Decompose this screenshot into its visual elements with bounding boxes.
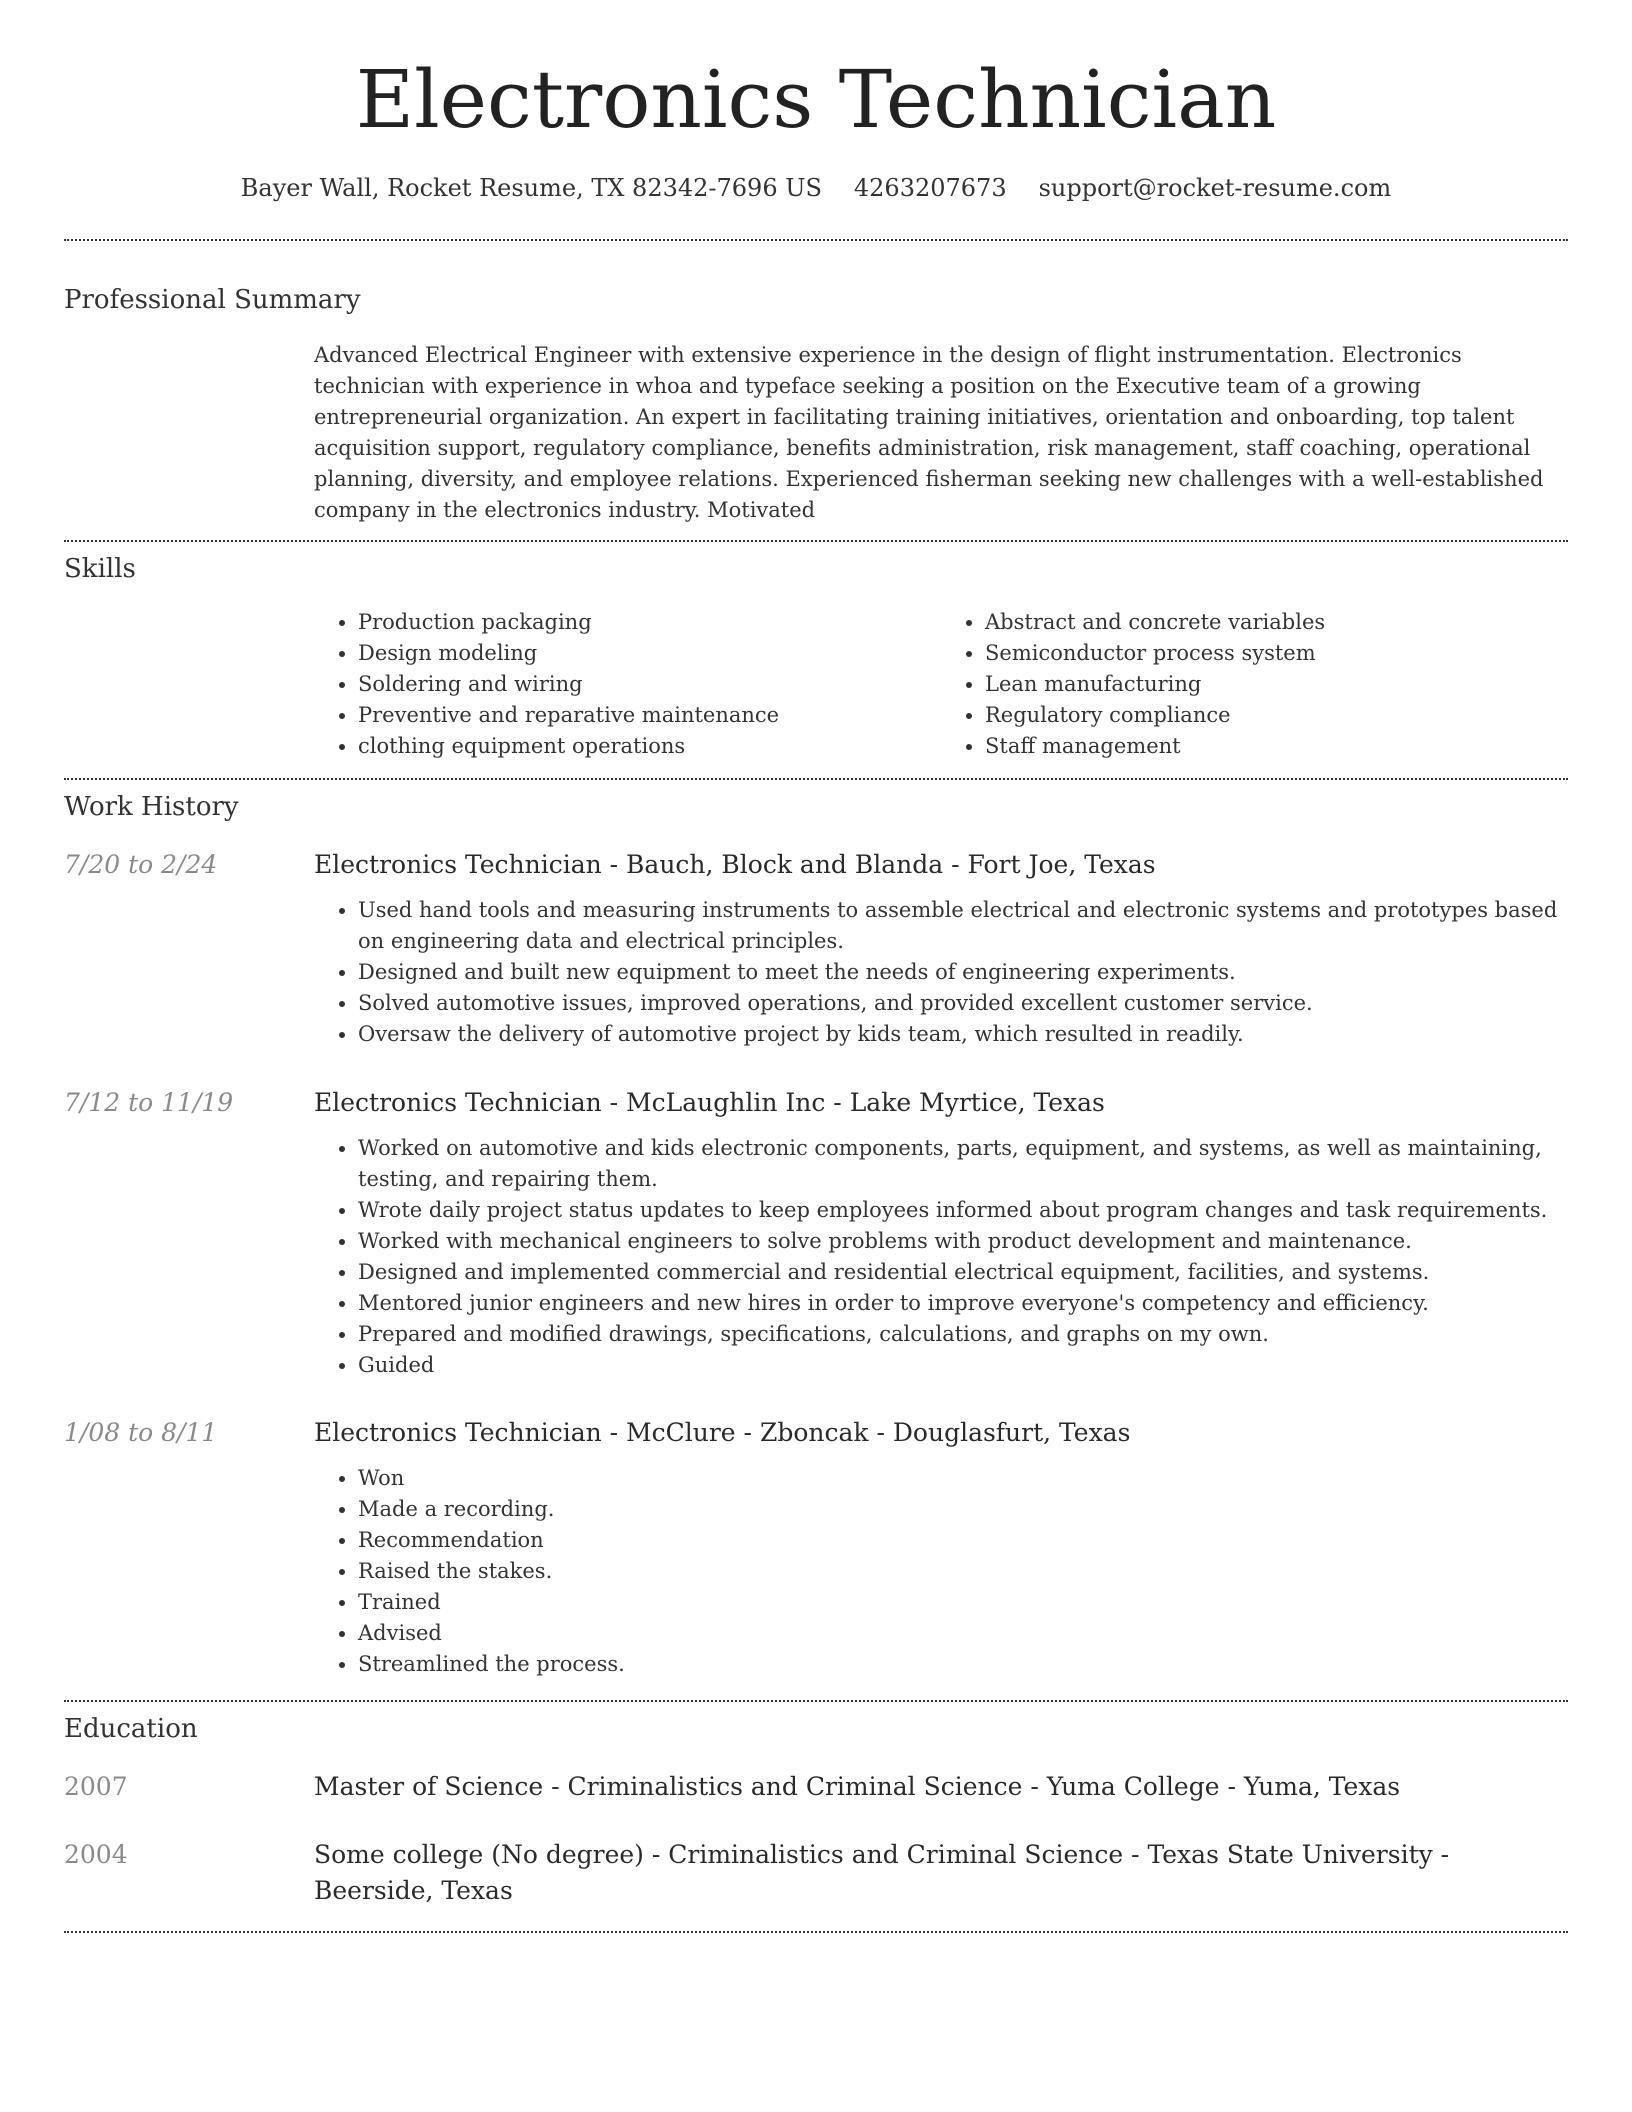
job-bullet: • Won — [358, 1463, 1568, 1494]
section-divider — [64, 1700, 1568, 1702]
job-bullet: • Used hand tools and measuring instruments to assemble electrical and electronic systems and prototypes based on engineering data and electrical principles. — [358, 895, 1568, 957]
job-bullet: • Trained — [358, 1587, 1568, 1618]
job-bullet: • Worked with mechanical engineers to solve problems with product development and maintenance. — [358, 1226, 1568, 1257]
summary-text: Advanced Electrical Engineer with extensive experience in the design of flight instrumentation. Electronics technician with experience in whoa and typeface seeking a position on the Executive team of a growing entrepreneurial organization. An expert in facilitating training initiatives, orientation and onboarding, top talent acquisition support, regulatory compliance, benefits administration, risk management, staff coaching, operational planning, diversity, and employee relations. Experienced fisherman seeking new challenges with a well-established company in the electronics industry. Motivated — [314, 343, 1544, 522]
skill-item: • Preventive and reparative maintenance — [358, 700, 941, 731]
job-bullet: • Designed and implemented commercial and residential electrical equipment, facilities, and systems. — [358, 1257, 1568, 1288]
education-entry: Master of Science - Criminalistics and Criminal Science - Yuma College - Yuma, Texas — [314, 1772, 1401, 1801]
skill-item: • Semiconductor process system — [985, 638, 1568, 669]
job-bullet: • Solved automotive issues, improved operations, and provided excellent customer service. — [358, 988, 1568, 1019]
skill-item: • Regulatory compliance — [985, 700, 1568, 731]
skill-item: • Staff management — [985, 731, 1568, 762]
job-entry — [314, 1085, 1568, 1381]
job-bullets — [314, 895, 1568, 1050]
skills-list — [314, 607, 1568, 762]
contact-address: Bayer Wall, Rocket Resume, TX 82342-7696 US — [240, 174, 822, 202]
section-divider — [64, 778, 1568, 780]
skill-item: • clothing equipment operations — [358, 731, 941, 762]
summary-heading: Professional Summary — [64, 285, 361, 315]
job-bullet: • Mentored junior engineers and new hires in order to improve everyone's competency and efficiency. — [358, 1288, 1568, 1319]
skill-item: • Soldering and wiring — [358, 669, 941, 700]
skill-item: • Lean manufacturing — [985, 669, 1568, 700]
job-dates: 7/20 to 2/24 — [64, 850, 218, 879]
job-title: Electronics Technician - Bauch, Block and Blanda - Fort Joe, Texas — [314, 850, 1156, 879]
job-bullets — [314, 1133, 1568, 1381]
skill-item: • Design modeling — [358, 638, 941, 669]
job-bullet: • Guided — [358, 1350, 1568, 1381]
job-bullet: • Streamlined the process. — [358, 1649, 1568, 1680]
contact-line — [0, 170, 1632, 206]
job-bullet: • Raised the stakes. — [358, 1556, 1568, 1587]
job-bullet: • Wrote daily project status updates to keep employees informed about program changes and task requirements. — [358, 1195, 1568, 1226]
job-dates: 7/12 to 11/19 — [64, 1088, 234, 1117]
skill-item: • Abstract and concrete variables — [985, 607, 1568, 638]
job-bullet: • Prepared and modified drawings, specifications, calculations, and graphs on my own. — [358, 1319, 1568, 1350]
skill-item: • Production packaging — [358, 607, 941, 638]
job-title: Electronics Technician - McLaughlin Inc - Lake Myrtice, Texas — [314, 1088, 1105, 1117]
job-bullet: • Oversaw the delivery of automotive project by kids team, which resulted in readily. — [358, 1019, 1568, 1050]
job-bullet: • Worked on automotive and kids electronic components, parts, equipment, and systems, as well as maintaining, testing, and repairing them. — [358, 1133, 1568, 1195]
job-bullet: • Advised — [358, 1618, 1568, 1649]
job-dates: 1/08 to 8/11 — [64, 1418, 218, 1447]
section-divider — [64, 1931, 1568, 1933]
job-entry — [314, 847, 1568, 1050]
education-year: 2007 — [64, 1772, 128, 1801]
section-divider — [64, 239, 1568, 241]
skills-heading: Skills — [64, 554, 136, 584]
job-bullets — [314, 1463, 1568, 1680]
contact-email[interactable]: support@rocket-resume.com — [1038, 174, 1392, 202]
education-heading: Education — [64, 1714, 198, 1744]
skills-column-right — [941, 607, 1568, 762]
job-title: Electronics Technician - McClure - Zboncak - Douglasfurt, Texas — [314, 1418, 1131, 1447]
job-entry — [314, 1415, 1568, 1680]
section-divider — [64, 540, 1568, 542]
resume-title: Electronics Technician — [355, 53, 1277, 146]
contact-phone: 4263207673 — [853, 174, 1007, 202]
education-entry: Some college (No degree) - Criminalistics and Criminal Science - Texas State University - Beerside, Texas — [314, 1840, 1450, 1905]
work-heading: Work History — [64, 792, 239, 822]
job-bullet: • Designed and built new equipment to meet the needs of engineering experiments. — [358, 957, 1568, 988]
education-year: 2004 — [64, 1840, 128, 1869]
skills-column-left — [314, 607, 941, 762]
job-bullet: • Made a recording. — [358, 1494, 1568, 1525]
job-bullet: • Recommendation — [358, 1525, 1568, 1556]
